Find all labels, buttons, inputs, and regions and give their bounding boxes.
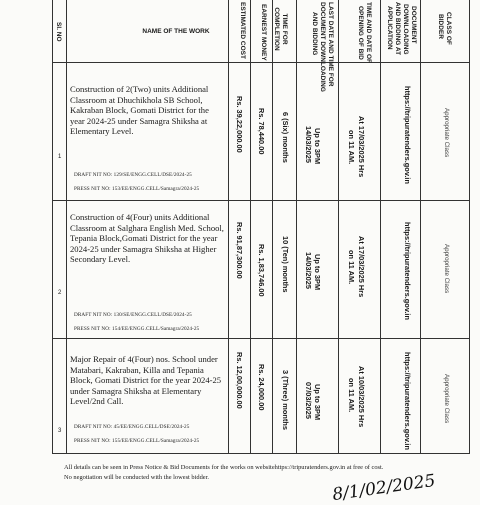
row-1-last-date-time: Up to 3PM — [313, 128, 322, 165]
row-1-draft-nit: DRAFT NIT NO: 129/SE/ENGG.CELL/DSE/2024-25 — [74, 172, 192, 178]
row-1-sl: 1 — [58, 154, 62, 160]
header-last-date-3: AND BIDDING — [311, 12, 318, 56]
footer-note-2: No negotiation will be conducted with the lowest bidder. — [64, 474, 210, 481]
row-divider — [52, 200, 470, 201]
header-earnest-money: EARNEST MONEY — [260, 4, 267, 61]
row-3-estimated-cost: Rs. 12,00,000.00 — [235, 352, 244, 409]
header-downloading-3: AND BIDDING AT — [394, 2, 401, 56]
header-opening-2: OPENING OF BID — [357, 6, 364, 60]
row-1-work — [70, 84, 209, 137]
header-estimated-cost: ESTIMATED COST — [239, 2, 246, 59]
col-divider — [380, 0, 381, 454]
tender-table — [52, 0, 470, 454]
work-line: Major Repair of 4(Four) nos. School under — [70, 354, 218, 364]
row-2-site-link[interactable]: https://tripuratenders.gov.in — [403, 222, 412, 320]
row-3-last-date-time: Up to 3PM — [313, 384, 322, 421]
col-divider — [272, 0, 273, 454]
row-1-time: 6 (Six) months — [281, 112, 290, 163]
row-1-estimated-cost: Rs. 39,22,000.00 — [235, 96, 244, 153]
header-class-2: BIDDER — [437, 14, 444, 39]
row-3-earnest-money: Rs. 24,000.00 — [257, 364, 266, 411]
row-2-press-nit: PRESS NIT NO: 154/EE/ENGG.CELL/Samagra/2024-25 — [74, 326, 200, 332]
header-sl-no: Sl. NO — [55, 22, 62, 42]
row-divider — [52, 338, 470, 339]
work-line: Secondary Level. — [70, 254, 131, 265]
work-line: Elementary Level. — [70, 126, 134, 137]
row-2-work — [70, 212, 224, 265]
row-1-bidder-class: Appropriate Class — [443, 108, 450, 158]
col-divider — [338, 0, 339, 454]
handwritten-signature: 8/1/02/2025 — [331, 470, 437, 505]
row-2-sl: 2 — [58, 290, 62, 296]
row-3-opening-time: on 11 AM. — [347, 378, 356, 413]
table-border-right — [469, 0, 470, 454]
row-3-draft-nit: DRAFT NIT NO: 45/EE/ENGG.CELL/DSE/2024-25 — [74, 424, 190, 430]
header-downloading-1: DOCUMENT — [410, 6, 417, 44]
header-downloading-4: APPLICATION — [386, 6, 393, 50]
row-3-last-date-date: 07/03/2025 — [304, 382, 313, 419]
col-divider — [228, 0, 229, 454]
work-line: Classroom at Salghara English Med. School, — [70, 222, 224, 233]
row-2-last-date-time: Up to 3PM — [313, 254, 322, 291]
row-3-time: 3 (Three) months — [281, 370, 290, 430]
header-time-for-completion: TIME FOR COMPLETION — [273, 7, 288, 51]
row-3-press-nit: PRESS NIT NO: 155/EE/ENGG.CELL/Samagra/2024-25 — [74, 438, 200, 444]
header-bottom-rule — [52, 62, 470, 63]
row-1-earnest-money: Rs. 78,440.00 — [257, 108, 266, 155]
row-2-earnest-money: Rs. 1,83,746.00 — [257, 244, 266, 297]
work-line: year 2024-25 under Samagra Shiksha at — [70, 115, 208, 126]
row-2-bidder-class: Appropriate Class — [443, 244, 450, 294]
col-divider — [296, 0, 297, 454]
row-2-last-date-date: 14/03/2025 — [304, 252, 313, 289]
table-border-bottom — [52, 453, 470, 454]
header-opening-1: TIME AND DATE OF — [365, 2, 372, 64]
header-downloading-2: DOWNLOADING — [402, 4, 409, 55]
row-3-work — [70, 354, 221, 407]
row-1-opening-date: At 17/03/2025 Hrs — [357, 116, 366, 178]
col-divider — [250, 0, 251, 454]
row-3-bidder-class: Appropriate Class — [443, 374, 450, 424]
row-3-opening-date: At 10/03/2025 Hrs — [357, 366, 366, 428]
work-line: Tepania Block,Gomati District for the year — [70, 233, 218, 244]
work-line: Construction of 4(Four) units Additional — [70, 212, 210, 222]
row-3-sl: 3 — [58, 428, 62, 434]
work-line: 2024-25 under Samagra Shiksha at Higher — [70, 243, 217, 254]
row-2-estimated-cost: Rs. 91,87,300.00 — [235, 222, 244, 279]
work-line: Classroom at Dhuchikhola SB School, — [70, 94, 203, 105]
row-3-site-link[interactable]: https://tripuratenders.gov.in — [403, 352, 412, 450]
header-last-date-1: LAST DATE AND TIME FOR — [327, 2, 334, 87]
row-1-site-link[interactable]: https://tripuratenders.gov.in — [403, 86, 412, 184]
row-1-press-nit: PRESS NIT NO: 153/EE/ENGG.CELL/Samagra/2024-25 — [74, 186, 200, 192]
col-divider — [420, 0, 421, 454]
row-2-draft-nit: DRAFT NIT NO: 130/SE/ENGG.CELL/DSE/2024-25 — [74, 312, 192, 318]
row-2-opening-date: At 17/03/2025 Hrs — [357, 236, 366, 298]
col-divider — [66, 0, 67, 454]
work-line: Level/2nd Call. — [70, 396, 124, 407]
row-1-opening-time: on 11 AM. — [347, 130, 356, 165]
header-last-date-2: DOCUMENT DOWNLOADING — [319, 2, 326, 92]
row-2-time: 10 (Ten) months — [281, 236, 290, 293]
work-line: under Samagra Shiksha at Elementary — [70, 385, 202, 396]
work-line: Block, Gomati District for the year 2024-25 — [70, 375, 222, 386]
table-border-left — [52, 0, 53, 454]
work-line: Matabari, Kakraban, Killa and Tepania — [70, 364, 204, 375]
work-line: Kakraban Block, Gomati District for the — [70, 105, 209, 116]
header-name-of-work: NAME OF THE WORK — [142, 28, 210, 35]
work-line: Construction of 2(Two) units Additional — [70, 84, 209, 94]
header-class-1: CLASS OF — [445, 12, 452, 45]
row-1-last-date-date: 14/03/2025 — [304, 126, 313, 163]
footer-note-1: All details can be seen in Press Notice & Bid Documents for the works on websitehttps://tripuratenders.gov.in at free of cost. — [64, 464, 384, 471]
row-2-opening-time: on 11 AM. — [347, 250, 356, 285]
